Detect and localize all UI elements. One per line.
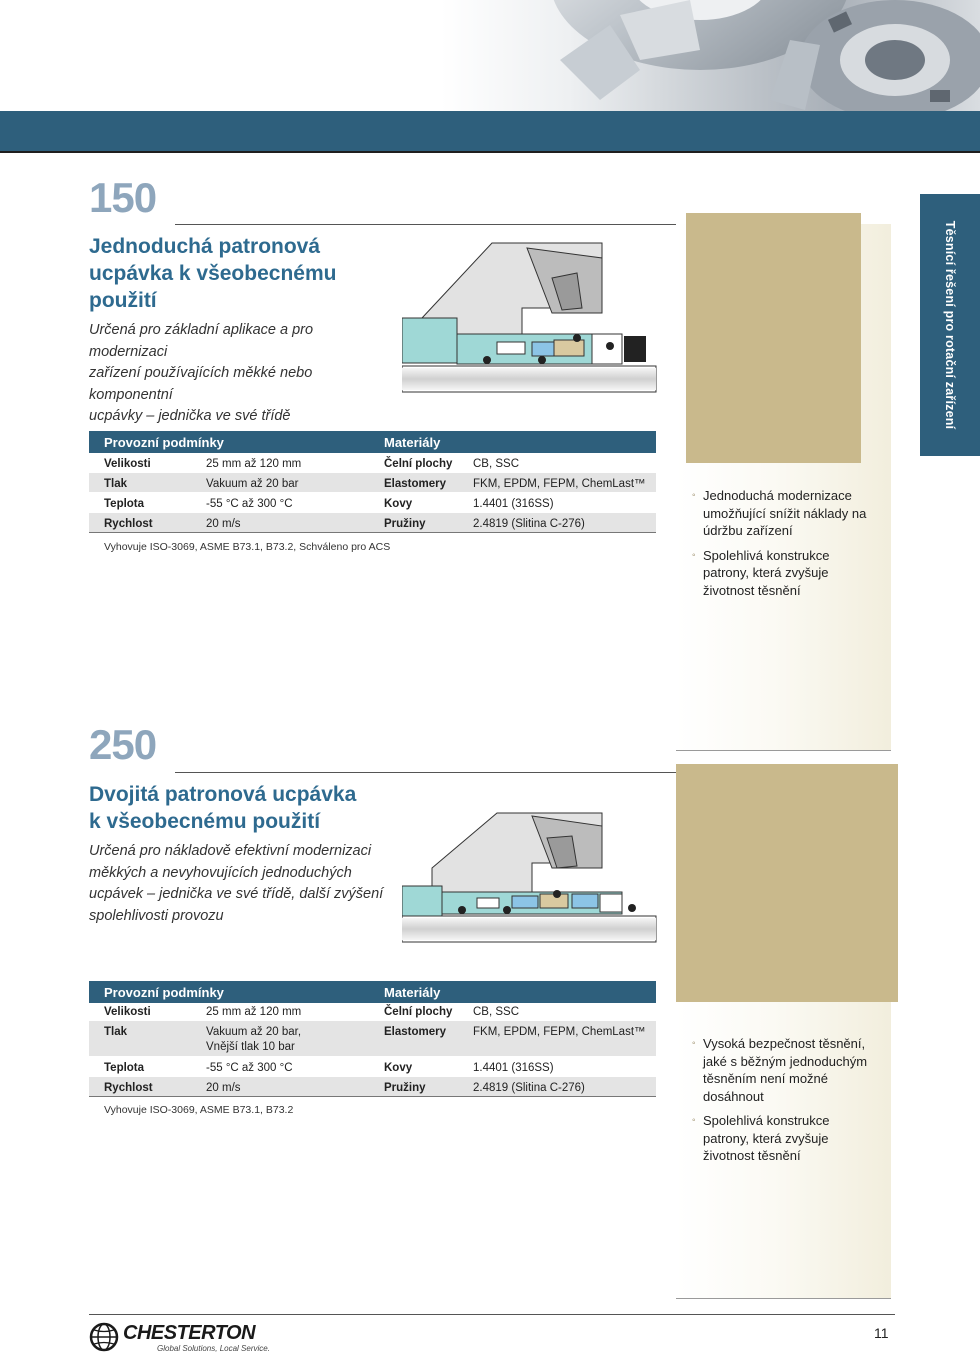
table-row [89,1021,656,1057]
product-description [89,320,389,428]
benefits-list [692,487,872,606]
footer-rule [89,1314,895,1315]
benefit-item: ◦ Vysoká bezpečnost těsnění, jaké s běžným jednoduchým těsněním není možné dosáhnout [692,1035,872,1105]
material-value: 2.4819 (Slitina C-276) [473,1082,585,1094]
table-header [89,981,656,1003]
conditions-header: Provozní podmínky [104,435,224,450]
spec-value: Vakuum až 20 bar [206,478,299,490]
material-value: FKM, EPDM, FEPM, ChemLast™ [473,1026,646,1038]
logo-wordmark: CHESTERTON [123,1322,256,1344]
title-line: použití [89,289,157,312]
compliance-note: Vyhovuje ISO-3069, ASME B73.1, B73.2, Schváleno pro ACS [104,541,391,553]
materials-header: Materiály [384,985,441,1000]
section-side-tab [920,194,980,456]
material-label: Elastomery [384,1026,447,1038]
material-label: Kovy [384,1062,413,1074]
spec-value: -55 °C až 300 °C [206,1062,293,1074]
spec-value-continued: Vnější tlak 10 bar [206,1041,295,1053]
specifications-table [89,431,656,533]
table-row [89,473,656,493]
spec-value: -55 °C až 300 °C [206,498,293,510]
table-header [89,431,656,453]
spec-value: Vakuum až 20 bar, [206,1026,302,1038]
table-row [89,1003,656,1021]
material-value: 2.4819 (Slitina C-276) [473,518,585,530]
table-row [89,1057,656,1077]
product-photo-placeholder [676,764,898,1002]
header-band [0,111,980,151]
spec-label: Teplota [104,1062,145,1074]
globe-icon [89,1322,121,1352]
material-value: CB, SSC [473,458,520,470]
table-row [89,1077,656,1097]
conditions-header: Provozní podmínky [104,985,224,1000]
seal-150-cross-section-diagram [402,238,658,394]
section-rule [175,224,682,225]
material-label: Čelní plochy [384,1006,453,1018]
table-row [89,453,656,473]
material-value: CB, SSC [473,1006,520,1018]
section-rule [175,772,677,773]
spec-value: 25 mm až 120 mm [206,458,302,470]
material-label: Čelní plochy [384,458,453,470]
table-row [89,493,656,513]
benefits-list [692,1035,872,1172]
spec-value: 20 m/s [206,1082,241,1094]
materials-header: Materiály [384,435,441,450]
product-number: 150 [89,174,157,221]
product-photo-placeholder [686,213,861,463]
spec-label: Rychlost [104,518,153,530]
description-line: měkkých a nevyhovujících jednoduchých [89,864,352,881]
description-line: spolehlivosti provozu [89,907,224,924]
material-value: 1.4401 (316SS) [473,498,554,510]
title-line: Dvojitá patronová ucpávka [89,783,357,806]
specifications-table [89,981,656,1097]
spec-value: 20 m/s [206,518,241,530]
product-title [89,233,389,314]
spec-label: Teplota [104,498,145,510]
hero-banner-image [0,0,980,112]
benefit-item: ◦ Spolehlivá konstrukce patrony, která zvyšuje životnost těsnění [692,1112,872,1165]
spec-label: Tlak [104,1026,128,1038]
logo-tagline: Global Solutions, Local Service. [157,1344,270,1353]
page-number: 11 [874,1325,889,1341]
material-label: Pružiny [384,518,426,530]
product-number: 250 [89,721,157,768]
material-value: 1.4401 (316SS) [473,1062,554,1074]
side-tab-label: Těsnící řešení pro rotační zařízení [943,220,958,430]
title-line: ucpávka k všeobecnému [89,262,337,285]
description-line: Určená pro nákladově efektivní modernizaci [89,843,372,859]
seal-250-cross-section-diagram [402,808,658,944]
material-label: Pružiny [384,1082,426,1094]
spec-label: Velikosti [104,1006,151,1018]
product-description [89,841,389,927]
description-line: Určená pro základní aplikace a pro modernizaci [89,322,314,360]
sidebar-rule [676,1298,891,1299]
table-row [89,513,656,533]
title-line: Jednoduchá patronová [89,235,321,258]
chesterton-logo [89,1322,279,1355]
material-label: Kovy [384,498,413,510]
material-value: FKM, EPDM, FEPM, ChemLast™ [473,478,646,490]
compliance-note: Vyhovuje ISO-3069, ASME B73.1, B73.2 [104,1104,294,1116]
spec-label: Tlak [104,478,128,490]
description-line: zařízení používajících měkké nebo komponentní [89,365,313,403]
description-line: ucpávek – jednička ve své třídě, další zvýšení [89,886,384,902]
header-rule [0,151,980,153]
title-line: k všeobecnému použití [89,810,321,833]
description-line: ucpávky – jednička ve své třídě [89,408,291,424]
material-label: Elastomery [384,478,447,490]
benefit-item: ◦ Spolehlivá konstrukce patrony, která zvyšuje životnost těsnění [692,547,872,600]
sidebar-rule [676,750,891,751]
spec-label: Velikosti [104,458,151,470]
gear-photo-illustration [0,0,980,112]
benefit-item: ◦ Jednoduchá modernizace umožňující snížit náklady na údržbu zařízení [692,487,872,540]
product-title [89,781,409,835]
spec-label: Rychlost [104,1082,153,1094]
spec-value: 25 mm až 120 mm [206,1006,302,1018]
